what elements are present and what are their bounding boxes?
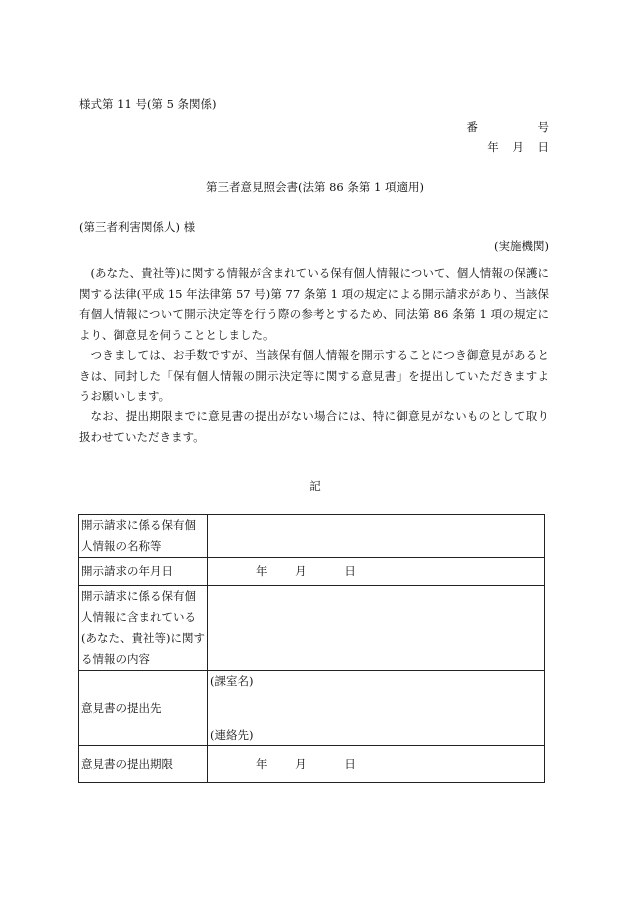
table-row <box>79 671 545 746</box>
addressee: (第三者利害関係人) 様 <box>79 220 196 234</box>
request-date-month: 月 <box>295 564 307 578</box>
issuing-agency: (実施機関) <box>494 239 549 253</box>
contact-label: (連絡先) <box>210 728 254 742</box>
table-row <box>79 558 545 586</box>
table-row <box>79 746 545 783</box>
value-deadline <box>208 746 545 783</box>
row-label-info-name: 開示請求に係る保有個人情報の名称等 <box>79 515 208 558</box>
body-paragraph-2: つきましては、お手数ですが、当該保有個人情報を開示することにつき御意見があるときは、同封した「保有個人情報の開示決定等に関する意見書」を提出していただきますようお願いします。 <box>79 348 549 403</box>
reference-number: 番 号 <box>466 120 577 134</box>
deadline-year: 年 <box>256 756 268 771</box>
table-row <box>79 515 545 558</box>
body-paragraph-3: なお、提出期限までに意見書の提出がない場合には、特に御意見がないものとして取り扱わせていただきます。 <box>79 409 549 444</box>
body-paragraph-1: (あなた、貴社等)に関する情報が含まれている保有個人情報について、個人情報の保護に関する法律(平成 15 年法律第 57 号)第 77 条第 1 項の規定による開示請求があり、当該保有個人情報について開示決定等を行う際の参考とするため、同法第 86 条第 1 項の規定により、御意見を伺うこととしました。 <box>79 266 549 342</box>
value-info-content <box>208 586 545 671</box>
row-label-request-date: 開示請求の年月日 <box>79 558 208 586</box>
ref-date-day: 日 <box>537 140 549 154</box>
row-label-deadline: 意見書の提出期限 <box>79 746 208 783</box>
reference-date <box>487 139 549 155</box>
deadline-day: 日 <box>344 756 356 771</box>
value-info-name <box>208 515 545 558</box>
deadline-month: 月 <box>295 756 307 771</box>
form-number: 様式第 11 号(第 5 条関係) <box>79 97 217 111</box>
request-date-day: 日 <box>344 564 356 578</box>
row-label-submission-dest: 意見書の提出先 <box>79 671 208 746</box>
info-table <box>78 514 545 783</box>
row-label-info-content: 開示請求に係る保有個人情報に含まれている(あなた、貴社等)に関する情報の内容 <box>79 586 208 671</box>
request-date-year: 年 <box>256 564 268 578</box>
ref-date-year: 年 <box>487 140 499 154</box>
ref-date-month: 月 <box>512 140 524 154</box>
value-request-date <box>208 558 545 586</box>
document-title: 第三者意見照会書(法第 86 条第 1 項適用) <box>205 180 425 194</box>
ki-heading: 記 <box>309 479 321 493</box>
value-submission-dest <box>208 671 545 746</box>
table-row <box>79 586 545 671</box>
division-label: (課室名) <box>210 674 254 688</box>
